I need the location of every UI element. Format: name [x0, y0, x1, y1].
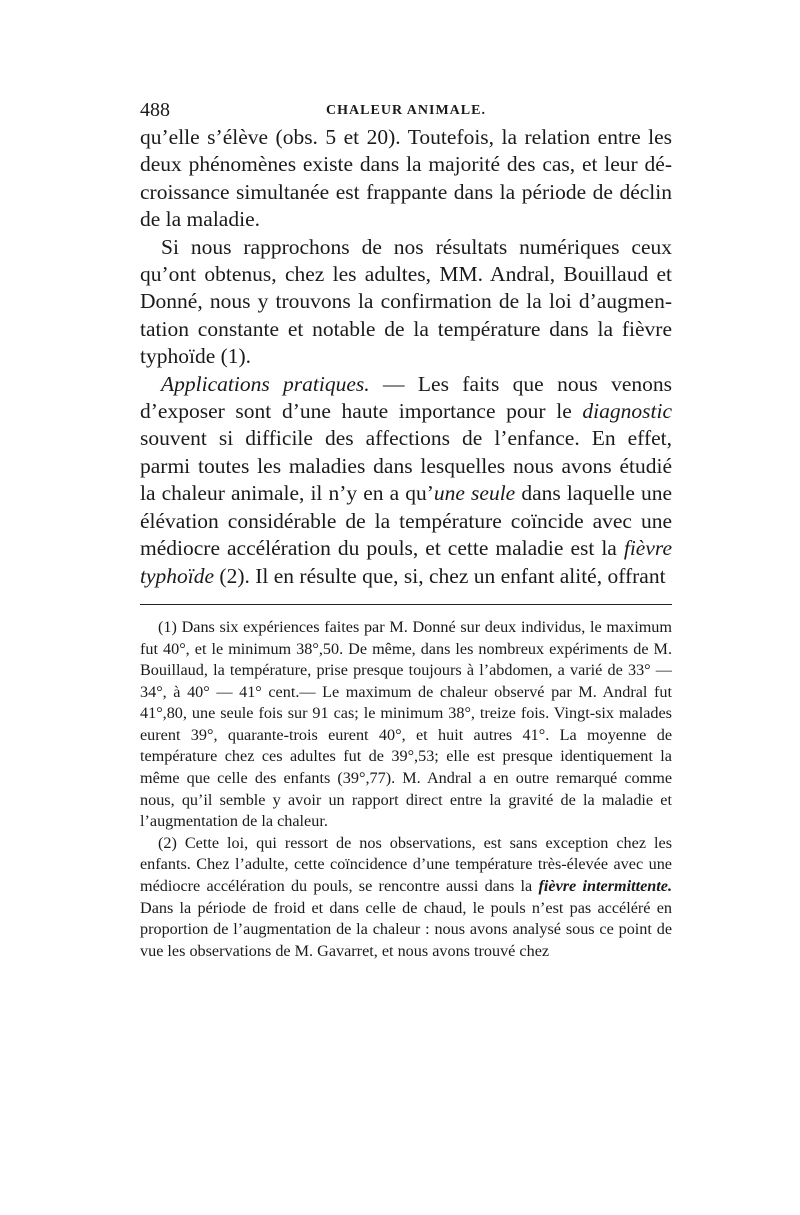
footnote-1: (1) Dans six expériences faites par M. Donné sur deux individus, le maximum fut 40°, et le minimum 38°,50. De même, dans les nombreux expériments de M. Bouillaud, la température, prise presque toujours à l’abdomen, a varié de 33° — 34°, à 40° — 41° cent.— Le maximum de chaleur observé par M. Andral fut 41°,80, une seule fois sur 91 cas; le minimum 38°, treize fois. Vingt-six malades eurent 39°, quarante-trois eurent 40°, et huit autres 41°. La moyenne de température chez ces adultes fut de 39°,53; elle est presque identiquement la même que celle des enfants (39°,77). M. Andral a en outre remarqué comme nous, qu’il semble y avoir un rapport direct entre la gravité de la maladie et l’augmentation de la chaleur.	[140, 617, 672, 831]
paragraph-3	[140, 371, 672, 590]
footnote-2-text-1: (2) Cette loi, qui ressort de nos observations, est sans exception chez les enfants. Chez l’adulte, cette coïncidence d’une température très-élevée avec une médiocre accélération du pouls, se rencontre aussi dans la	[140, 833, 672, 896]
body-text	[140, 124, 672, 590]
running-head	[140, 98, 672, 124]
emphasis-diagnostic: diagnostic	[582, 399, 672, 424]
emphasis-fievre-typhoide: fièvre typhoïde	[140, 536, 672, 588]
book-page	[140, 98, 672, 962]
running-title: CHALEUR ANIMALE.	[326, 103, 486, 118]
emphasis-une-seule: une seule	[433, 481, 516, 506]
page-number: 488	[140, 99, 170, 121]
footnote-divider	[140, 604, 672, 605]
footnote-2-text-2: Dans la période de froid et dans celle de chaud, le pouls n’est pas accéléré en proportion de l’augmentation de la chaleur : nous avons analysé sous ce point de vue les observations de M. Gavarret, et nous avons trouvé chez	[140, 898, 672, 960]
paragraph-3-text-2: souvent si difficile des affections de l’enfance. En effet, parmi toutes les maladies dans lesquelles nous avons étudié la chaleur animale, il n’y en a qu’	[140, 426, 672, 506]
footnotes	[140, 617, 672, 963]
paragraph-2: Si nous rapprochons de nos résultats numériques ceux qu’ont obtenus, chez les adultes, MM. Andral, Bouillaud et Donné, nous y trouvons la confirmation de la loi d’augmentation constante et notable de la température dans la fièvre typhoïde (1).	[140, 234, 672, 369]
section-lead: Applications pratiques.	[161, 371, 370, 396]
footnote-2	[140, 833, 672, 963]
emphasis-fievre-intermittente: fièvre intermittente.	[538, 877, 672, 896]
paragraph-3-text-3: dans laquelle une élévation considérable de la température coïncide avec une médiocre accélération du pouls, et cette maladie est la	[140, 481, 672, 561]
paragraph-1: qu’elle s’élève (obs. 5 et 20). Toutefois, la relation entre les deux phénomènes existe dans la majorité des cas, et leur décroissance simultanée est frappante dans la période de déclin de la maladie.	[140, 125, 672, 232]
paragraph-3-text-1: — Les faits que nous venons d’exposer sont d’une haute importance pour le	[140, 371, 672, 424]
paragraph-3-text-4: (2). Il en résulte que, si, chez un enfant alité, offrant	[214, 563, 666, 588]
